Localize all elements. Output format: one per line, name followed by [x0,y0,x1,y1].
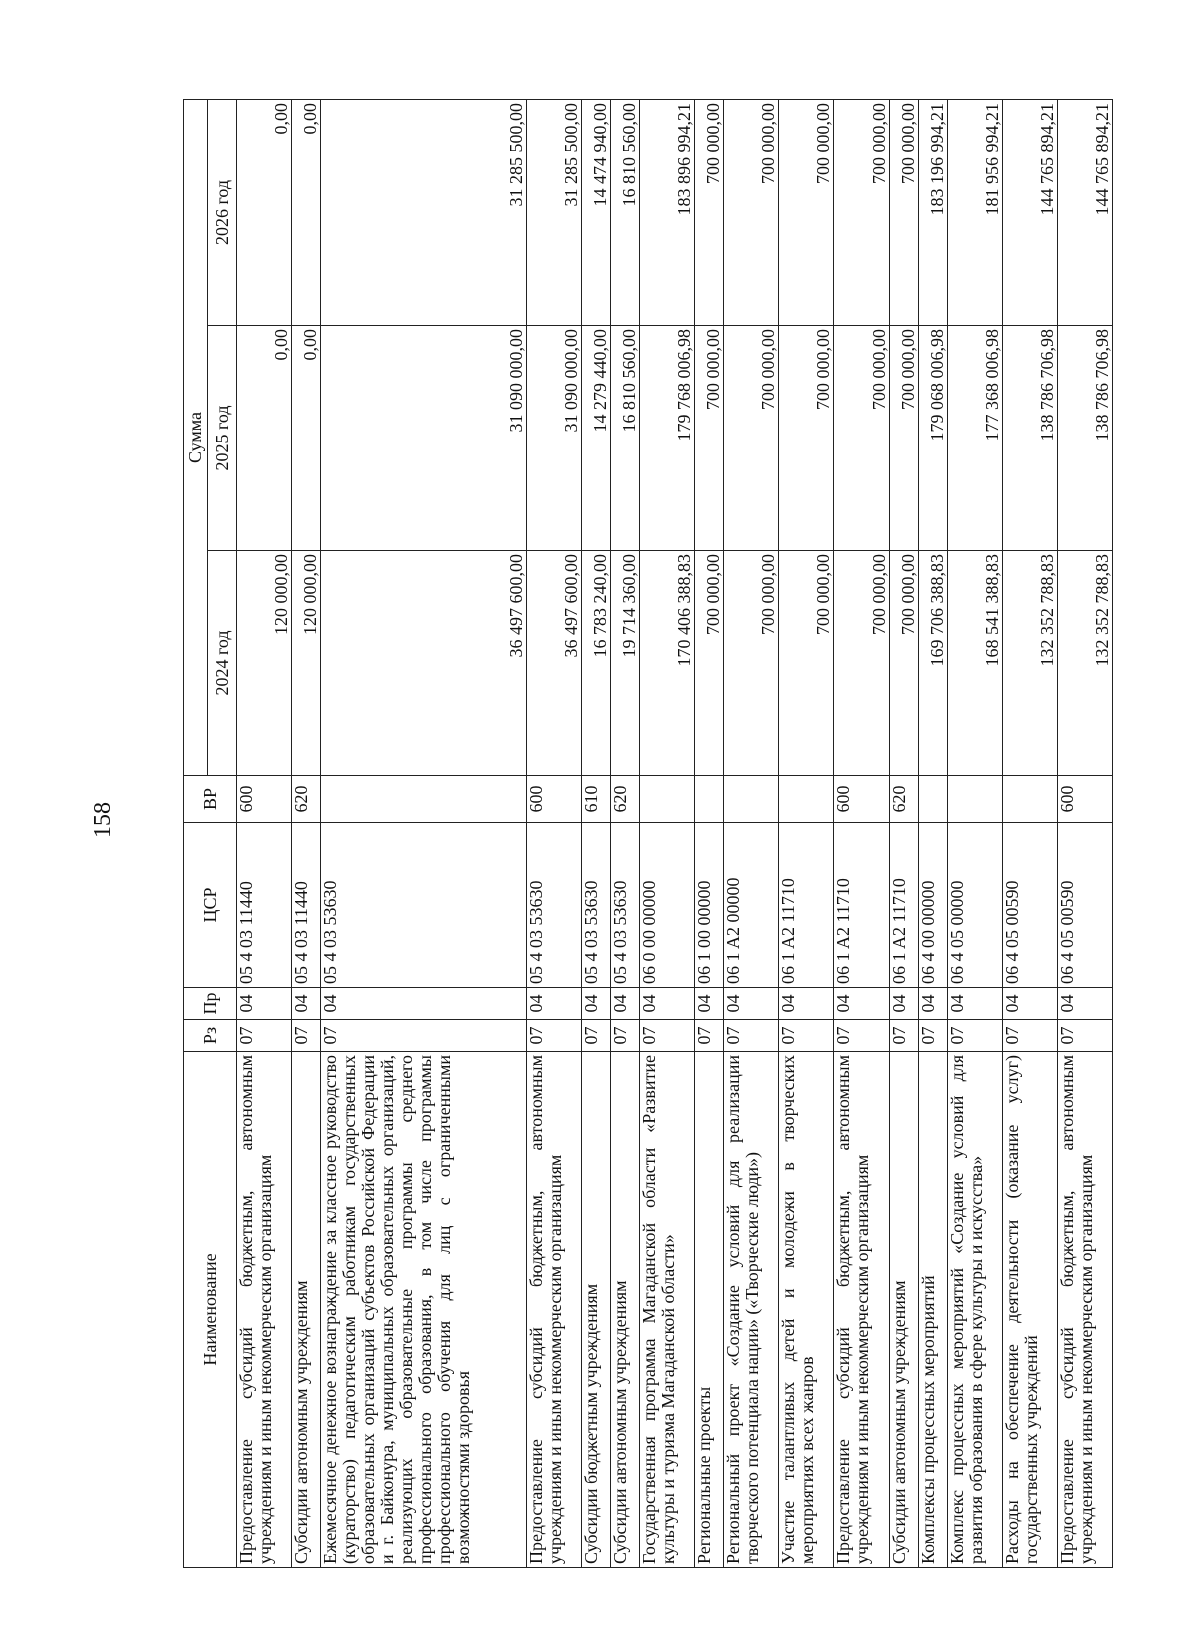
header-2025: 2025 год [208,326,237,551]
cell-rz: 07 [947,1020,1002,1052]
cell-vr [947,776,1002,823]
cell-rz: 07 [779,1020,834,1052]
cell-csr: 05 4 03 53630 [526,823,581,988]
cell-name: Субсидии автономным учреждениям [292,1052,321,1568]
header-rz: Рз [184,1020,237,1052]
cell-vr: 620 [889,776,918,823]
table-row [834,99,889,1567]
cell-rz: 07 [237,1020,292,1052]
cell-2024: 700 000,00 [724,551,779,776]
cell-2024: 19 714 360,00 [611,551,640,776]
cell-2025: 14 279 440,00 [581,326,610,551]
cell-2024: 168 541 388,83 [947,551,1002,776]
cell-name: Предоставление субсидий бюджетным, автономным учреждениям и иным некоммерческим организациям [1057,1052,1112,1568]
table-row [1002,99,1057,1567]
cell-2025: 138 786 706,98 [1002,326,1057,551]
table-row [237,99,292,1567]
cell-rz: 07 [724,1020,779,1052]
cell-2024: 132 352 788,83 [1002,551,1057,776]
cell-2025: 138 786 706,98 [1057,326,1112,551]
cell-csr: 06 1 A2 11710 [779,823,834,988]
cell-csr: 06 4 05 00590 [1002,823,1057,988]
table-row [889,99,918,1567]
cell-vr [321,776,527,823]
cell-rz: 07 [640,1020,695,1052]
cell-vr: 600 [526,776,581,823]
cell-2024: 36 497 600,00 [321,551,527,776]
header-2024: 2024 год [208,551,237,776]
cell-vr [640,776,695,823]
cell-name: Комплекс процессных мероприятий «Создание условий для развития образования в сфере культуры и искусства» [947,1052,1002,1568]
cell-name: Участие талантливых детей и молодежи в творческих мероприятиях всех жанров [779,1052,834,1568]
table-row [695,99,724,1567]
header-csr: ЦСР [184,823,237,988]
cell-csr: 06 0 00 00000 [640,823,695,988]
cell-vr [695,776,724,823]
cell-2024: 169 706 388,83 [918,551,947,776]
cell-csr: 05 4 03 53630 [581,823,610,988]
cell-pr: 04 [611,988,640,1020]
cell-2025: 700 000,00 [724,326,779,551]
table-row [526,99,581,1567]
cell-name: Региональный проект «Создание условий для реализации творческого потенциала нации» («Творческие люди») [724,1052,779,1568]
table-row [611,99,640,1567]
header-row-top [184,99,208,1567]
table-row [1057,99,1112,1567]
cell-2025: 700 000,00 [889,326,918,551]
table-row [581,99,610,1567]
cell-2026: 181 956 994,21 [947,99,1002,325]
header-pr: Пр [184,988,237,1020]
cell-2025: 179 768 006,98 [640,326,695,551]
cell-2025: 31 090 000,00 [526,326,581,551]
cell-2025: 16 810 560,00 [611,326,640,551]
cell-2024: 132 352 788,83 [1057,551,1112,776]
cell-2024: 170 406 388,83 [640,551,695,776]
cell-2025: 31 090 000,00 [321,326,527,551]
cell-csr: 06 4 00 00000 [918,823,947,988]
cell-2024: 700 000,00 [834,551,889,776]
cell-2026: 700 000,00 [724,99,779,325]
cell-2026: 0,00 [292,99,321,325]
cell-2026: 183 196 994,21 [918,99,947,325]
cell-name: Предоставление субсидий бюджетным, автономным учреждениям и иным некоммерческим организациям [526,1052,581,1568]
cell-name: Предоставление субсидий бюджетным, автономным учреждениям и иным некоммерческим организациям [834,1052,889,1568]
cell-pr: 04 [581,988,610,1020]
cell-2024: 700 000,00 [779,551,834,776]
cell-rz: 07 [1057,1020,1112,1052]
cell-name: Субсидии автономным учреждениям [889,1052,918,1568]
cell-rz: 07 [321,1020,527,1052]
cell-2026: 183 896 994,21 [640,99,695,325]
cell-2025: 700 000,00 [779,326,834,551]
table-row [779,99,834,1567]
cell-2024: 700 000,00 [695,551,724,776]
cell-pr: 04 [947,988,1002,1020]
cell-pr: 04 [1002,988,1057,1020]
cell-2026: 700 000,00 [889,99,918,325]
page-number: 158 [89,802,116,838]
cell-2026: 16 810 560,00 [611,99,640,325]
cell-rz: 07 [695,1020,724,1052]
cell-vr: 600 [1057,776,1112,823]
cell-name: Предоставление субсидий бюджетным, автономным учреждениям и иным некоммерческим организациям [237,1052,292,1568]
table-row [947,99,1002,1567]
cell-pr: 04 [1057,988,1112,1020]
header-sum: Сумма [184,99,208,775]
cell-2026: 0,00 [237,99,292,325]
cell-2024: 120 000,00 [292,551,321,776]
cell-2024: 120 000,00 [237,551,292,776]
cell-vr: 620 [611,776,640,823]
cell-vr [918,776,947,823]
cell-2026: 700 000,00 [834,99,889,325]
table-row [640,99,695,1567]
cell-pr: 04 [526,988,581,1020]
cell-name: Субсидии бюджетным учреждениям [581,1052,610,1568]
cell-pr: 04 [889,988,918,1020]
cell-rz: 07 [292,1020,321,1052]
cell-rz: 07 [834,1020,889,1052]
cell-2026: 144 765 894,21 [1002,99,1057,325]
cell-csr: 05 4 03 53630 [611,823,640,988]
cell-csr: 05 4 03 11440 [237,823,292,988]
cell-csr: 05 4 03 11440 [292,823,321,988]
header-vr: ВР [184,776,237,823]
cell-2026: 700 000,00 [695,99,724,325]
cell-rz: 07 [526,1020,581,1052]
cell-csr: 06 1 00 00000 [695,823,724,988]
cell-name: Расходы на обеспечение деятельности (оказание услуг) государственных учреждений [1002,1052,1057,1568]
cell-2026: 31 285 500,00 [321,99,527,325]
cell-2025: 177 368 006,98 [947,326,1002,551]
rotated-table-sheet [183,100,1113,1568]
cell-csr: 05 4 03 53630 [321,823,527,988]
cell-2026: 144 765 894,21 [1057,99,1112,325]
cell-name: Ежемесячное денежное вознаграждение за классное руководство (кураторство) педагогическим работникам государственных образовательных организаций субъектов Российской Федерации и г. Байконура, муниципальных образовательных организаций, реализующих образовательные программы среднего профессионального образования, в том числе программы профессионального обучения для лиц с ограниченными возможностями здоровья [321,1052,527,1568]
cell-2024: 700 000,00 [889,551,918,776]
cell-name: Государственная программа Магаданской области «Развитие культуры и туризма Магаданской области» [640,1052,695,1568]
table-row [918,99,947,1567]
cell-2025: 0,00 [292,326,321,551]
cell-pr: 04 [321,988,527,1020]
cell-rz: 07 [889,1020,918,1052]
cell-2025: 0,00 [237,326,292,551]
budget-table [183,99,1113,1568]
cell-2026: 700 000,00 [779,99,834,325]
cell-rz: 07 [1002,1020,1057,1052]
cell-pr: 04 [918,988,947,1020]
cell-vr [779,776,834,823]
cell-2026: 14 474 940,00 [581,99,610,325]
cell-pr: 04 [237,988,292,1020]
header-name: Наименование [184,1052,237,1568]
cell-name: Комплексы процессных мероприятий [918,1052,947,1568]
cell-2025: 700 000,00 [695,326,724,551]
cell-csr: 06 4 05 00590 [1057,823,1112,988]
cell-vr [724,776,779,823]
cell-csr: 06 1 A2 11710 [834,823,889,988]
cell-vr [1002,776,1057,823]
cell-pr: 04 [834,988,889,1020]
cell-2024: 16 783 240,00 [581,551,610,776]
cell-rz: 07 [581,1020,610,1052]
cell-vr: 600 [834,776,889,823]
cell-pr: 04 [640,988,695,1020]
cell-2025: 179 068 006,98 [918,326,947,551]
cell-csr: 06 1 A2 11710 [889,823,918,988]
cell-pr: 04 [779,988,834,1020]
table-row [292,99,321,1567]
header-2026: 2026 год [208,99,237,325]
cell-pr: 04 [292,988,321,1020]
cell-name: Региональные проекты [695,1052,724,1568]
cell-2025: 700 000,00 [834,326,889,551]
cell-csr: 06 1 A2 00000 [724,823,779,988]
cell-vr: 610 [581,776,610,823]
cell-name: Субсидии автономным учреждениям [611,1052,640,1568]
cell-vr: 600 [237,776,292,823]
cell-vr: 620 [292,776,321,823]
table-row [724,99,779,1567]
cell-pr: 04 [724,988,779,1020]
cell-csr: 06 4 05 00000 [947,823,1002,988]
cell-rz: 07 [918,1020,947,1052]
cell-2024: 36 497 600,00 [526,551,581,776]
cell-2026: 31 285 500,00 [526,99,581,325]
table-row [321,99,527,1567]
cell-pr: 04 [695,988,724,1020]
cell-rz: 07 [611,1020,640,1052]
